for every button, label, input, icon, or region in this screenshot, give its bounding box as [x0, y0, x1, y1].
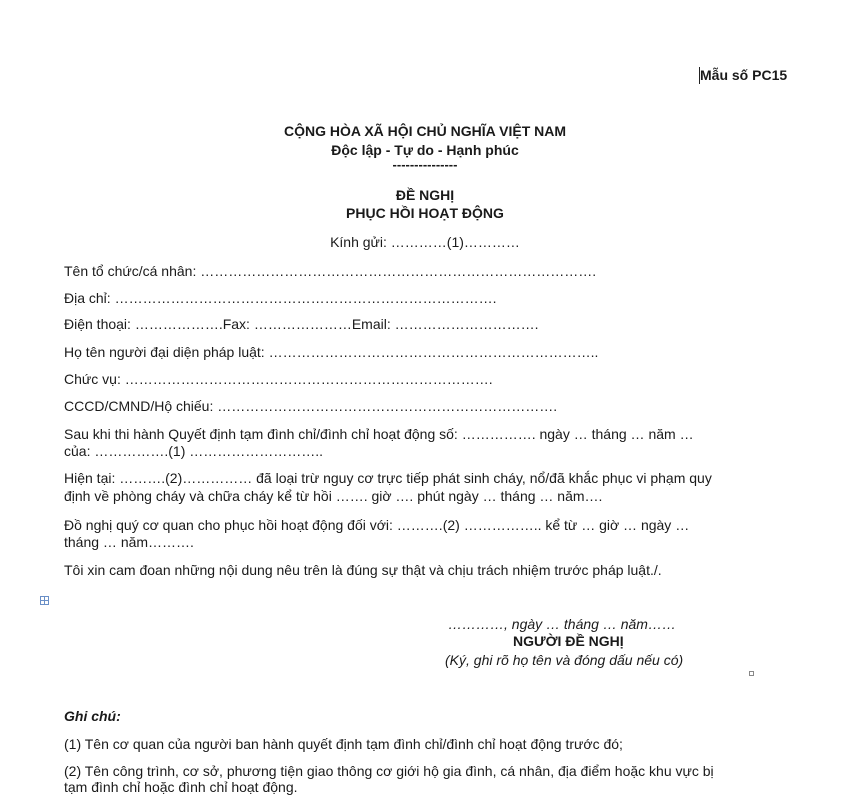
decision-text-line2: của: …………….(1) ………………………..: [64, 443, 324, 459]
signature-instruction: (Ký, ghi rõ họ tên và đóng dấu nếu có): [445, 652, 684, 668]
recipient-line: Kính gửi: …………(1)…………: [330, 234, 520, 250]
note-2-line1: (2) Tên công trình, cơ sở, phương tiện giao thông cơ giới hộ gia đình, cá nhân, địa điểm hoặc khu vực bị: [64, 763, 714, 779]
header-separator: ---------------: [392, 157, 458, 172]
field-contact: Điện thoại: ……………….Fax: …………………Email: ………………………….: [64, 316, 539, 332]
request-line1: Đồ nghị quý cơ quan cho phục hồi hoạt động đối với: ……….(2) …………….. kể từ … giờ … ngày …: [64, 517, 690, 533]
field-position: Chức vụ: …………………………………………………………………….: [64, 371, 493, 387]
decision-text-line1: Sau khi thi hành Quyết định tạm đình chỉ/đình chỉ hoạt động số: ……………. ngày … tháng … năm …: [64, 426, 694, 442]
notes-heading: Ghi chú:: [64, 708, 121, 724]
motto: Độc lập - Tự do - Hạnh phúc: [331, 142, 519, 158]
signer-role: NGƯỜI ĐỀ NGHỊ: [513, 633, 624, 649]
table-move-handle-icon[interactable]: [40, 596, 49, 605]
current-status-line2: định về phòng cháy và chữa cháy kể từ hồi ……. giờ …. phút ngày … tháng … năm….: [64, 488, 603, 504]
document-subtitle: PHỤC HỒI HOẠT ĐỘNG: [346, 205, 504, 221]
note-1: (1) Tên cơ quan của người ban hành quyết định tạm đình chỉ/đình chỉ hoạt động trước đó;: [64, 736, 623, 752]
current-status-line1: Hiện tại: ……….(2)…………… đã loại trừ nguy cơ trực tiếp phát sinh cháy, nổ/đã khắc phục vi phạm quy: [64, 470, 712, 486]
field-representative: Họ tên người đại diện pháp luật: ……………………………………………………………..: [64, 344, 599, 360]
field-org-name: Tên tổ chức/cá nhân: ………………………………………………………………………….: [64, 263, 597, 279]
field-address: Địa chỉ: ……………………………………………………………………….: [64, 290, 497, 306]
field-id-document: CCCD/CMND/Hộ chiếu: ……………………………………………………………….: [64, 398, 558, 414]
request-line2: tháng … năm……….: [64, 534, 194, 550]
table-resize-handle-icon[interactable]: [749, 671, 754, 676]
document-title: ĐỀ NGHỊ: [395, 187, 455, 203]
country-heading: CỘNG HÒA XÃ HỘI CHỦ NGHĨA VIỆT NAM: [283, 123, 567, 139]
signature-date-line: …………, ngày … tháng … năm……: [448, 616, 676, 632]
form-number: Mẫu số PC15: [700, 67, 788, 83]
pledge-statement: Tôi xin cam đoan những nội dung nêu trên là đúng sự thật và chịu trách nhiệm trước pháp luật./.: [64, 562, 662, 578]
note-2-line2: tạm đình chỉ hoặc đình chỉ hoạt động.: [64, 779, 298, 795]
